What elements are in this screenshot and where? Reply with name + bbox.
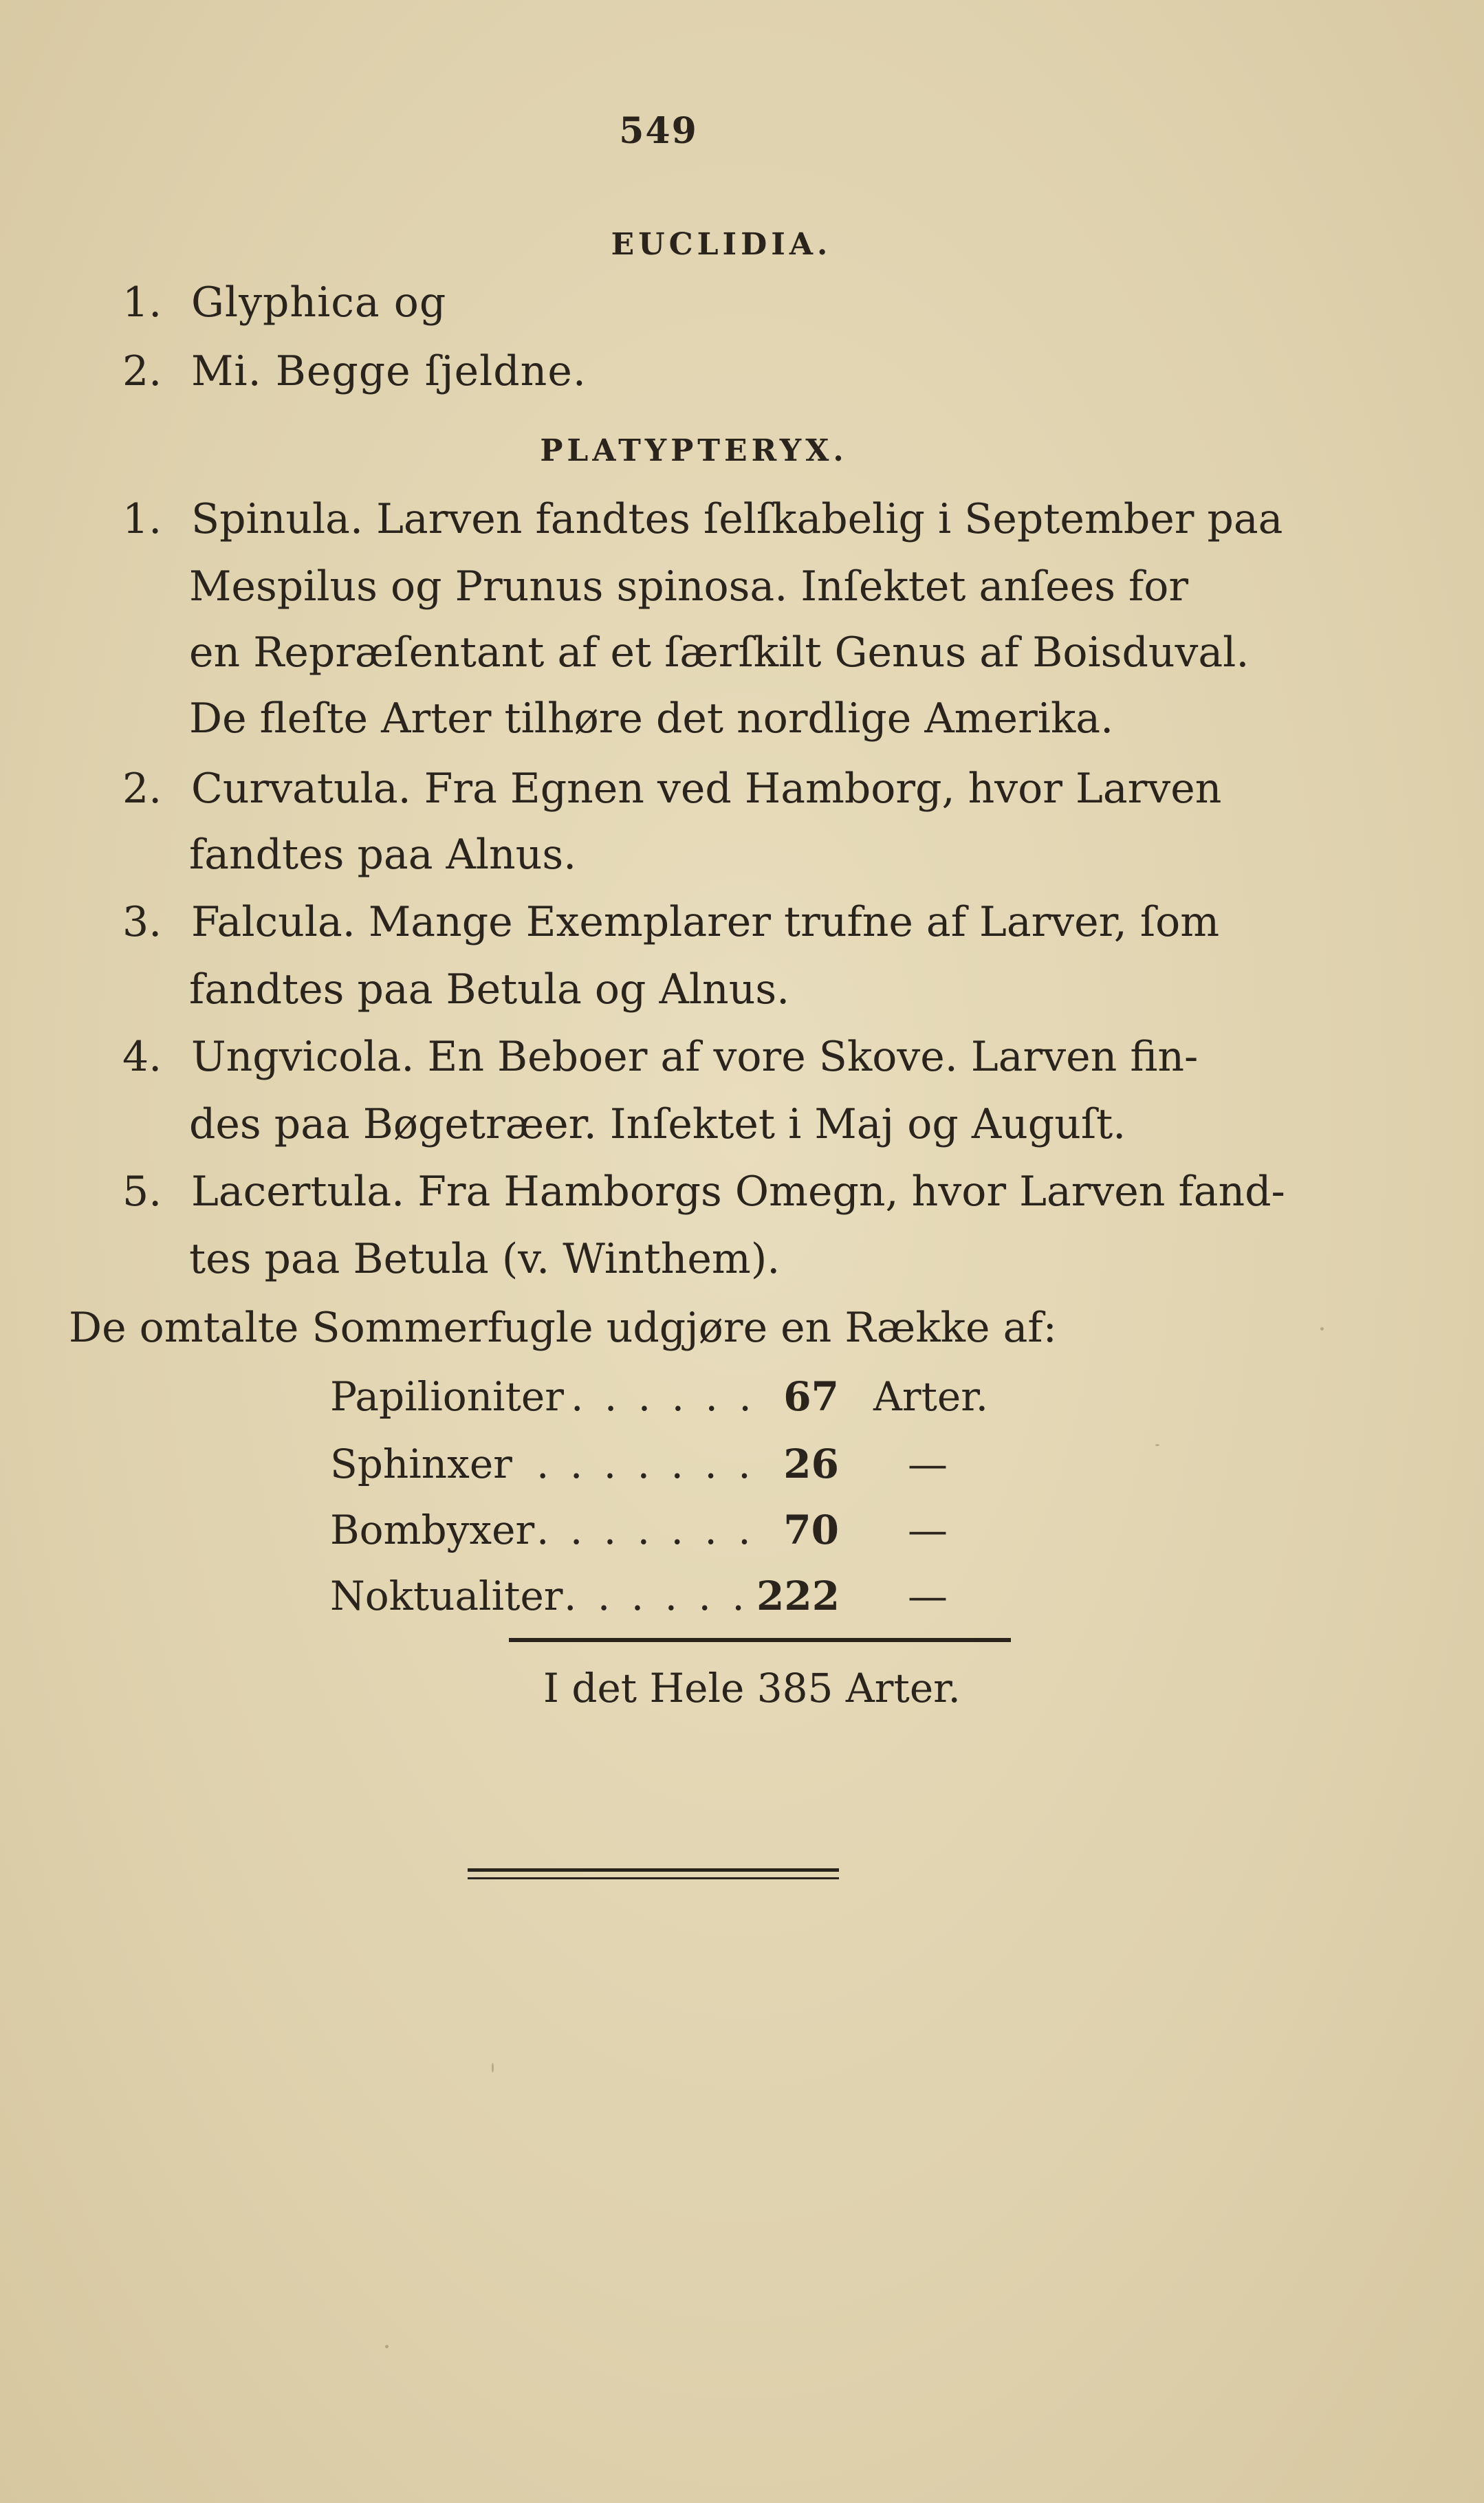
end-rule-bottom [468,1877,839,1879]
list-item-continuation: fandtes paa Betula og Alnus. [189,965,790,1014]
list-item [122,1168,1285,1216]
item-number: 1. [122,495,162,543]
item-number: 2. [122,765,162,813]
sum-rule [509,1638,1011,1642]
tally-dots: . . . . . . [564,1573,749,1619]
tally-unit: — [908,1441,948,1487]
tally-label: Bombyxer [330,1507,535,1553]
item-text: Spinula. Larven fandtes ſelſkabelig i September paa [191,495,1283,543]
paper-speck [1155,1444,1159,1446]
tally-row [330,1373,1018,1421]
tally-label: Noktualiter [330,1573,563,1619]
list-item [122,495,1283,543]
tally-row [330,1506,1018,1554]
tally-label: Sphinxer [330,1441,512,1487]
list-item-continuation: des paa Bøgetræer. Inſektet i Maj og Auguſt. [189,1100,1126,1148]
paper-speck [385,2345,389,2348]
item-number: 3. [122,898,162,946]
item-number: 2. [122,347,162,395]
tally-unit: — [908,1573,948,1619]
item-number: 1. [122,278,162,327]
tally-count: 70 [783,1507,839,1553]
tally-count: 26 [783,1441,839,1487]
item-text: Glyphica og [191,278,447,327]
item-number: 4. [122,1033,162,1081]
tally-dots: . . . . . . [571,1373,756,1420]
tally-count: 67 [783,1373,839,1420]
section-heading-euclidia: EUCLIDIA. [611,227,832,262]
list-item [122,898,1219,946]
tally-unit: Arter. [873,1373,989,1420]
item-text: Ungvicola. En Beboer af vore Skove. Larven fin- [191,1033,1199,1081]
list-item [122,347,587,395]
item-text: Curvatula. Fra Egnen ved Hamborg, hvor Larven [191,765,1222,813]
list-item-continuation: tes paa Betula (v. Winthem). [189,1235,781,1283]
list-item [122,278,446,327]
tally-dots: . . . . . . . [536,1441,755,1487]
item-text: Lacertula. Fra Hamborgs Omegn, hvor Larven fand- [191,1168,1285,1216]
tally-label: Papilioniter [330,1373,564,1420]
list-item-continuation: De fleſte Arter tilhøre det nordlige Amerika. [189,695,1114,743]
tally-row [330,1572,1018,1620]
end-rule-top [468,1868,839,1872]
list-item-continuation: Mespilus og Prunus spinosa. Inſektet anſees for [189,562,1189,611]
tally-row [330,1440,1018,1488]
tally-count: 222 [756,1573,840,1619]
list-item-continuation: en Repræſentant af et ſærſkilt Genus af Boisduval. [189,629,1250,677]
paper-speck [1320,1327,1324,1331]
list-item [122,1033,1198,1081]
page-number: 549 [619,110,698,152]
total-line: I det Hele 385 Arter. [543,1665,961,1712]
paper-speck [492,2063,494,2073]
item-text: Falcula. Mange Exemplarer trufne af Larver, ſom [191,898,1220,946]
item-number: 5. [122,1168,162,1216]
summary-intro: De omtalte Sommerfugle udgjøre en Række af: [69,1304,1057,1352]
item-text: Mi. Begge ſjeldne. [191,347,587,395]
tally-unit: — [908,1507,948,1553]
tally-dots: . . . . . . . [536,1507,755,1553]
list-item-continuation: fandtes paa Alnus. [189,831,577,879]
list-item [122,765,1221,813]
section-heading-platypteryx: PLATYPTERYX. [540,433,848,468]
